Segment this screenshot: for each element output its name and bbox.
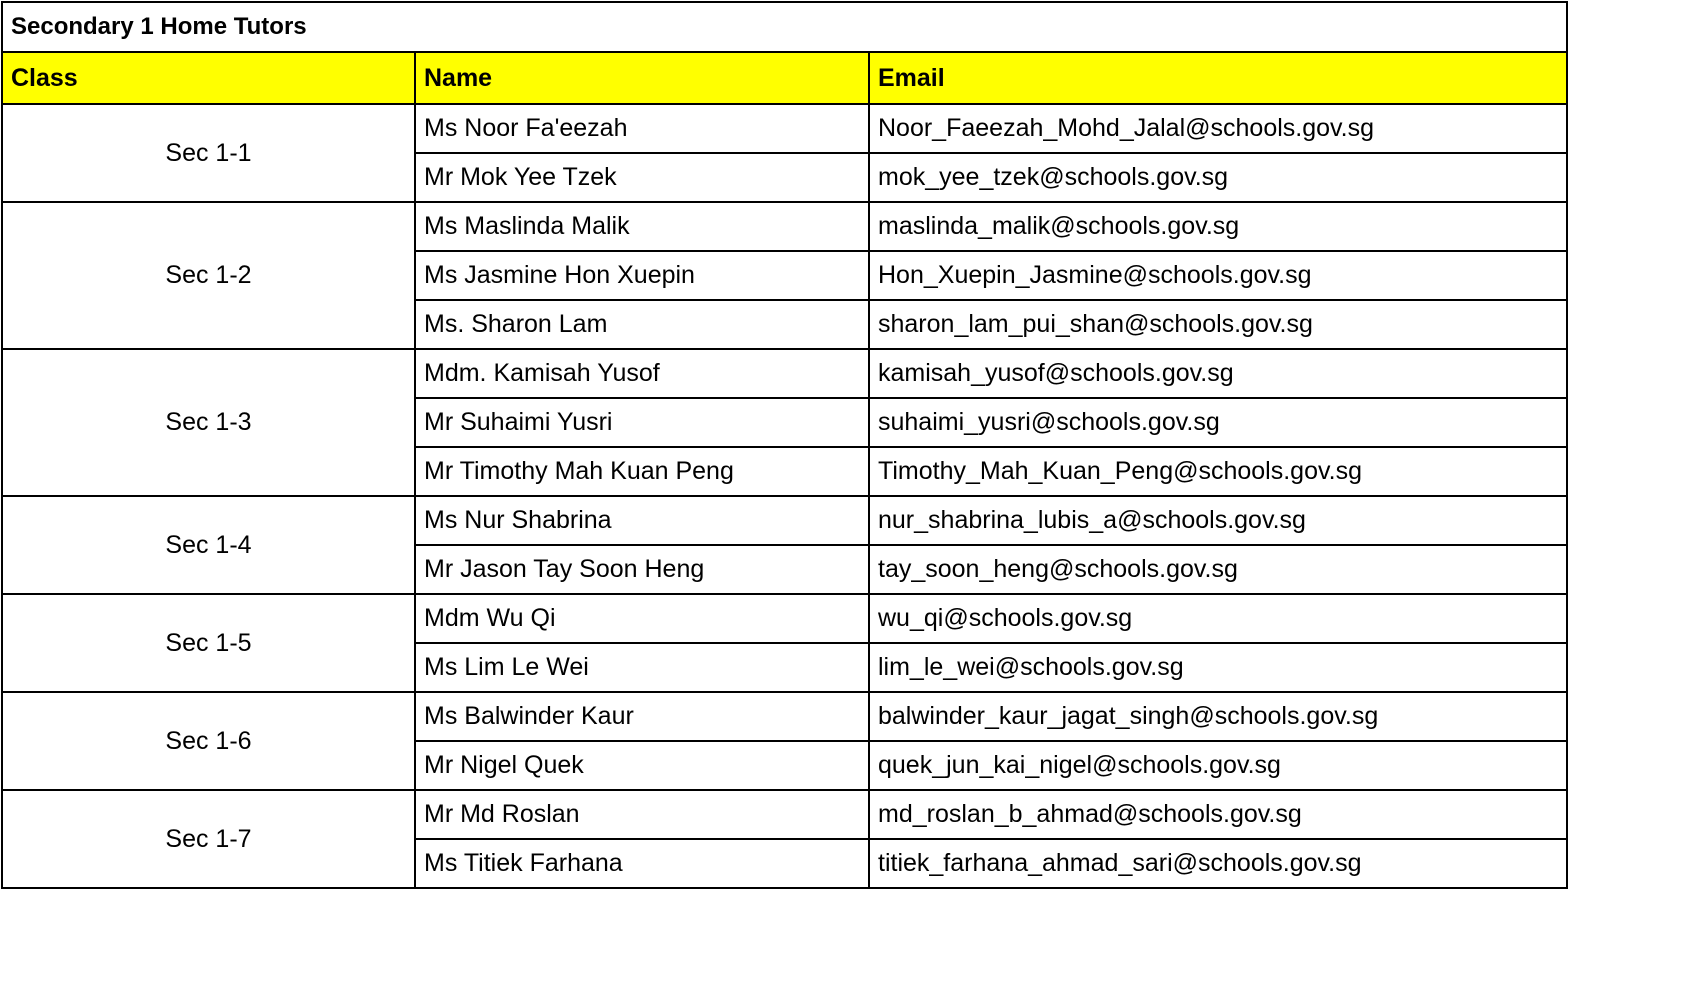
- table-row: [2, 349, 1567, 398]
- table-header-row: [2, 52, 1567, 104]
- tutor-email-cell: Timothy_Mah_Kuan_Peng@schools.gov.sg: [869, 447, 1567, 496]
- tutor-email-cell: tay_soon_heng@schools.gov.sg: [869, 545, 1567, 594]
- tutor-name-cell: Mdm Wu Qi: [415, 594, 869, 643]
- class-cell: Sec 1-7: [2, 790, 415, 888]
- tutor-name-cell: Ms Noor Fa'eezah: [415, 104, 869, 153]
- table-row: [2, 692, 1567, 741]
- class-cell: Sec 1-5: [2, 594, 415, 692]
- tutor-name-cell: Ms. Sharon Lam: [415, 300, 869, 349]
- tutor-name-cell: Mr Nigel Quek: [415, 741, 869, 790]
- table-row: [2, 202, 1567, 251]
- tutor-email-cell: sharon_lam_pui_shan@schools.gov.sg: [869, 300, 1567, 349]
- tutors-table-body: [2, 2, 1567, 888]
- column-header-class: Class: [2, 52, 415, 104]
- tutor-email-cell: lim_le_wei@schools.gov.sg: [869, 643, 1567, 692]
- tutor-name-cell: Mr Suhaimi Yusri: [415, 398, 869, 447]
- tutor-email-cell: Hon_Xuepin_Jasmine@schools.gov.sg: [869, 251, 1567, 300]
- tutor-email-cell: maslinda_malik@schools.gov.sg: [869, 202, 1567, 251]
- column-header-name: Name: [415, 52, 869, 104]
- tutor-email-cell: nur_shabrina_lubis_a@schools.gov.sg: [869, 496, 1567, 545]
- tutor-name-cell: Mr Jason Tay Soon Heng: [415, 545, 869, 594]
- table-title: Secondary 1 Home Tutors: [2, 2, 1567, 52]
- class-cell: Sec 1-1: [2, 104, 415, 202]
- class-cell: Sec 1-4: [2, 496, 415, 594]
- tutor-email-cell: suhaimi_yusri@schools.gov.sg: [869, 398, 1567, 447]
- tutor-email-cell: wu_qi@schools.gov.sg: [869, 594, 1567, 643]
- tutor-email-cell: quek_jun_kai_nigel@schools.gov.sg: [869, 741, 1567, 790]
- table-row: [2, 594, 1567, 643]
- tutor-email-cell: balwinder_kaur_jagat_singh@schools.gov.sg: [869, 692, 1567, 741]
- table-row: [2, 104, 1567, 153]
- tutor-name-cell: Mr Md Roslan: [415, 790, 869, 839]
- table-row: [2, 790, 1567, 839]
- tutor-name-cell: Ms Nur Shabrina: [415, 496, 869, 545]
- tutor-email-cell: titiek_farhana_ahmad_sari@schools.gov.sg: [869, 839, 1567, 888]
- tutor-name-cell: Ms Jasmine Hon Xuepin: [415, 251, 869, 300]
- home-tutors-table: [1, 1, 1568, 889]
- table-title-row: [2, 2, 1567, 52]
- tutor-email-cell: Noor_Faeezah_Mohd_Jalal@schools.gov.sg: [869, 104, 1567, 153]
- class-cell: Sec 1-6: [2, 692, 415, 790]
- tutor-name-cell: Ms Maslinda Malik: [415, 202, 869, 251]
- column-header-email: Email: [869, 52, 1567, 104]
- class-cell: Sec 1-3: [2, 349, 415, 496]
- tutor-name-cell: Ms Balwinder Kaur: [415, 692, 869, 741]
- tutor-name-cell: Mr Mok Yee Tzek: [415, 153, 869, 202]
- tutor-email-cell: kamisah_yusof@schools.gov.sg: [869, 349, 1567, 398]
- table-row: [2, 496, 1567, 545]
- tutor-name-cell: Mdm. Kamisah Yusof: [415, 349, 869, 398]
- tutor-email-cell: md_roslan_b_ahmad@schools.gov.sg: [869, 790, 1567, 839]
- tutor-name-cell: Ms Lim Le Wei: [415, 643, 869, 692]
- tutor-name-cell: Ms Titiek Farhana: [415, 839, 869, 888]
- tutor-name-cell: Mr Timothy Mah Kuan Peng: [415, 447, 869, 496]
- class-cell: Sec 1-2: [2, 202, 415, 349]
- tutor-email-cell: mok_yee_tzek@schools.gov.sg: [869, 153, 1567, 202]
